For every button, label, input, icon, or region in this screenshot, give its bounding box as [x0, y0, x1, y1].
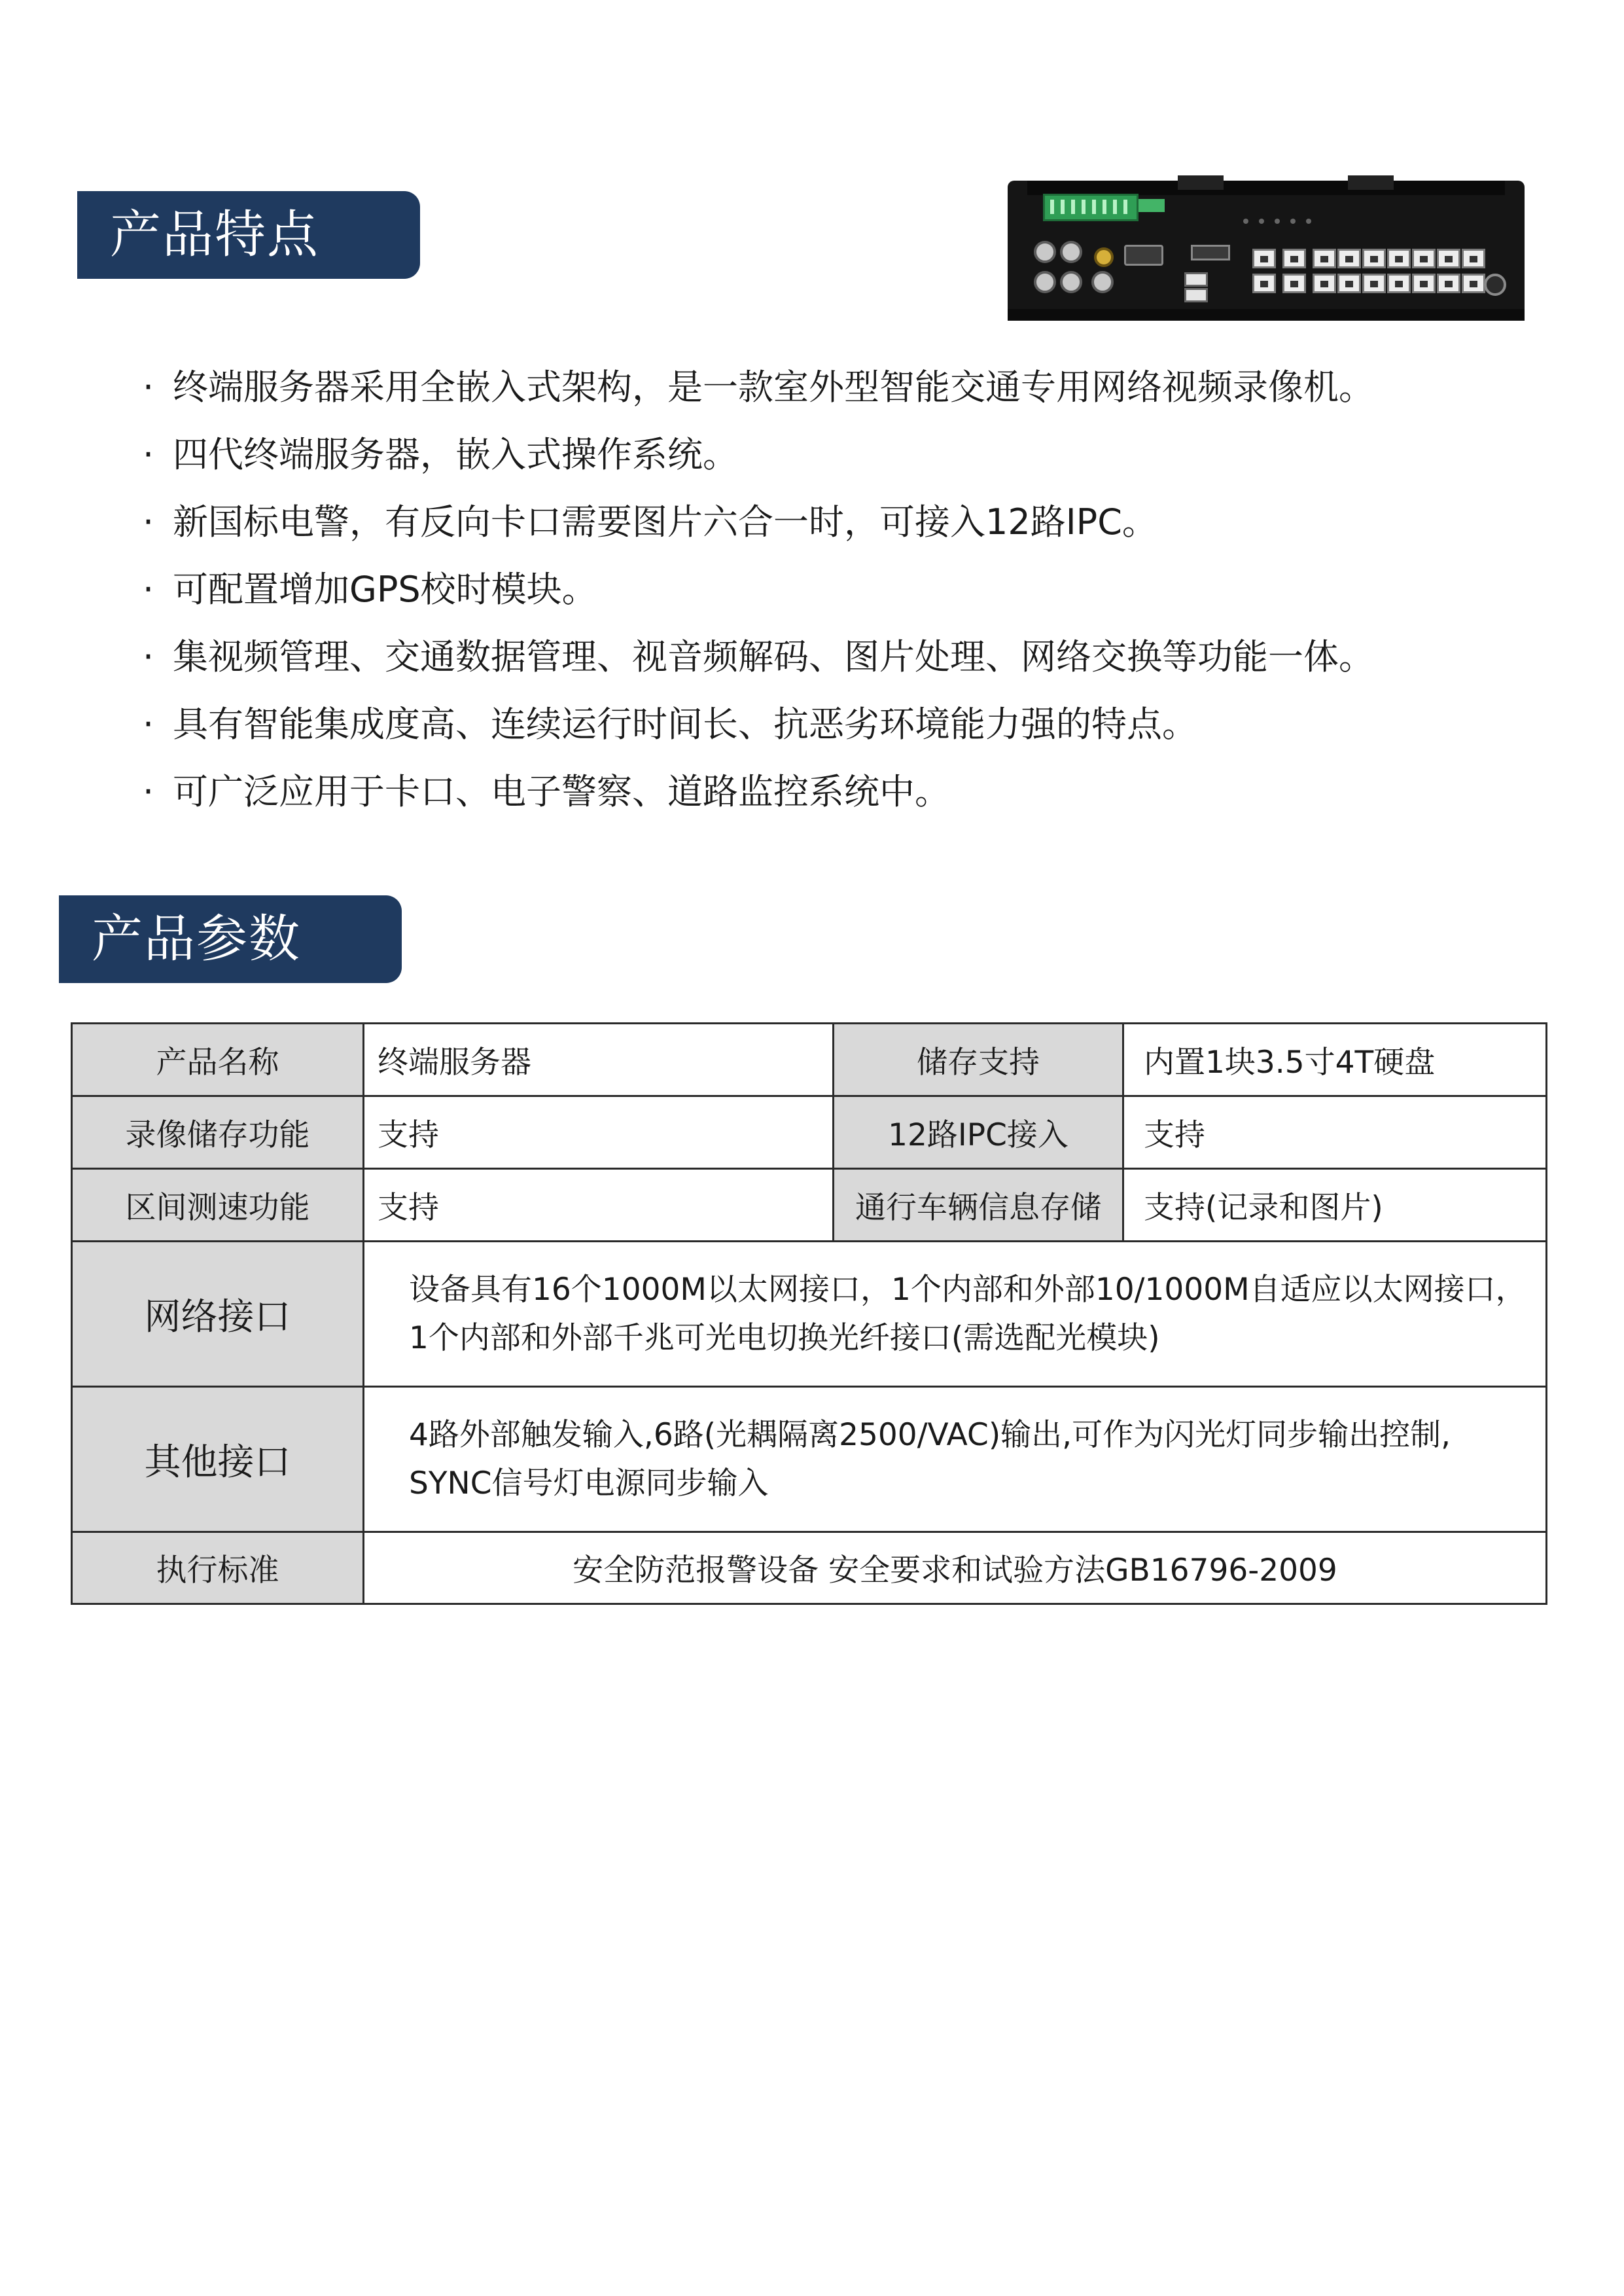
table-row — [72, 1242, 1547, 1387]
param-value: 内置1块3.5寸4T硬盘 — [1123, 1024, 1547, 1096]
ethernet-port — [1282, 249, 1306, 268]
other-line-1: 4路外部触发输入,6路(光耦隔离2500/VAC)输出,可作为闪光灯同步输出控制, — [409, 1416, 1451, 1453]
terminal-server-device-image — [1008, 181, 1525, 321]
status-led — [1275, 219, 1280, 224]
ethernet-port — [1313, 249, 1336, 268]
param-label: 区间测速功能 — [72, 1169, 364, 1242]
param-value-other — [364, 1387, 1547, 1532]
section-title-params: 产品参数 — [59, 895, 402, 983]
bnc-port — [1060, 241, 1082, 263]
param-value-network — [364, 1242, 1547, 1387]
bullet: · — [143, 771, 154, 812]
usb-port — [1184, 288, 1208, 302]
feature-item: · 可配置增加GPS校时模块。 — [143, 556, 1517, 623]
ethernet-port — [1337, 274, 1361, 293]
table-row — [72, 1096, 1547, 1169]
other-line-2: SYNC信号灯电源同步输入 — [409, 1465, 769, 1501]
bnc-port — [1034, 241, 1056, 263]
feature-list — [143, 353, 1517, 825]
feature-item: · 具有智能集成度高、连续运行时间长、抗恶劣环境能力强的特点。 — [143, 691, 1517, 758]
param-value: 支持 — [364, 1096, 834, 1169]
ethernet-port — [1313, 274, 1336, 293]
param-label: 网络接口 — [72, 1242, 364, 1387]
ethernet-port — [1337, 249, 1361, 268]
param-value: 支持(记录和图片) — [1123, 1169, 1547, 1242]
ethernet-port — [1387, 274, 1411, 293]
ethernet-port — [1362, 249, 1386, 268]
status-led — [1290, 219, 1296, 224]
status-led — [1306, 219, 1311, 224]
device-terminal-block — [1043, 194, 1139, 221]
power-connector — [1484, 274, 1506, 296]
table-row — [72, 1532, 1547, 1604]
param-label: 其他接口 — [72, 1387, 364, 1532]
feature-item: · 集视频管理、交通数据管理、视音频解码、图片处理、网络交换等功能一体。 — [143, 623, 1517, 691]
param-label: 产品名称 — [72, 1024, 364, 1096]
device-small-terminal — [1139, 199, 1165, 212]
param-label: 12路IPC接入 — [834, 1096, 1123, 1169]
device-base — [1008, 309, 1525, 321]
feature-item: · 终端服务器采用全嵌入式架构，是一款室外型智能交通专用网络视频录像机。 — [143, 353, 1517, 421]
bullet: · — [143, 501, 154, 543]
table-row — [72, 1024, 1547, 1096]
param-value: 终端服务器 — [364, 1024, 834, 1096]
ethernet-port — [1462, 274, 1485, 293]
network-line-2: 1个内部和外部千兆可光电切换光纤接口(需选配光模块) — [409, 1319, 1160, 1356]
ethernet-port — [1412, 274, 1436, 293]
device-ridge — [1178, 175, 1224, 190]
bullet: · — [143, 569, 154, 610]
bullet: · — [143, 367, 154, 408]
feature-item: · 可广泛应用于卡口、电子警察、道路监控系统中。 — [143, 758, 1517, 825]
ethernet-port — [1412, 249, 1436, 268]
device-top-rail — [1027, 181, 1505, 195]
param-value: 支持 — [1123, 1096, 1547, 1169]
section-title-features: 产品特点 — [77, 191, 420, 279]
table-row — [72, 1387, 1547, 1532]
bullet: · — [143, 434, 154, 475]
bnc-port — [1060, 271, 1082, 293]
param-value-standard: 安全防范报警设备 安全要求和试验方法GB16796-2009 — [364, 1532, 1547, 1604]
usb-port — [1184, 272, 1208, 287]
param-label: 录像储存功能 — [72, 1096, 364, 1169]
bnc-port — [1091, 271, 1114, 293]
table-row — [72, 1169, 1547, 1242]
antenna-port — [1094, 247, 1114, 267]
vga-port — [1124, 245, 1163, 266]
status-led — [1243, 219, 1248, 224]
feature-item: · 四代终端服务器，嵌入式操作系统。 — [143, 421, 1517, 488]
ethernet-port — [1462, 249, 1485, 268]
network-line-1: 设备具有16个1000M以太网接口，1个内部和外部10/1000M自适应以太网接口， — [409, 1271, 1527, 1308]
hdmi-port — [1191, 245, 1230, 260]
bullet: · — [143, 704, 154, 745]
ethernet-port — [1387, 249, 1411, 268]
ethernet-port — [1437, 274, 1460, 293]
bnc-port — [1034, 271, 1056, 293]
status-led — [1259, 219, 1264, 224]
param-label: 通行车辆信息存储 — [834, 1169, 1123, 1242]
param-label: 执行标准 — [72, 1532, 364, 1604]
bullet: · — [143, 636, 154, 677]
param-value: 支持 — [364, 1169, 834, 1242]
feature-item: · 新国标电警，有反向卡口需要图片六合一时，可接入12路IPC。 — [143, 488, 1517, 556]
ethernet-port — [1252, 274, 1276, 293]
ethernet-port — [1362, 274, 1386, 293]
params-table — [71, 1022, 1547, 1605]
ethernet-port — [1282, 274, 1306, 293]
ethernet-port — [1252, 249, 1276, 268]
device-ridge — [1348, 175, 1394, 190]
ethernet-port — [1437, 249, 1460, 268]
param-label: 储存支持 — [834, 1024, 1123, 1096]
